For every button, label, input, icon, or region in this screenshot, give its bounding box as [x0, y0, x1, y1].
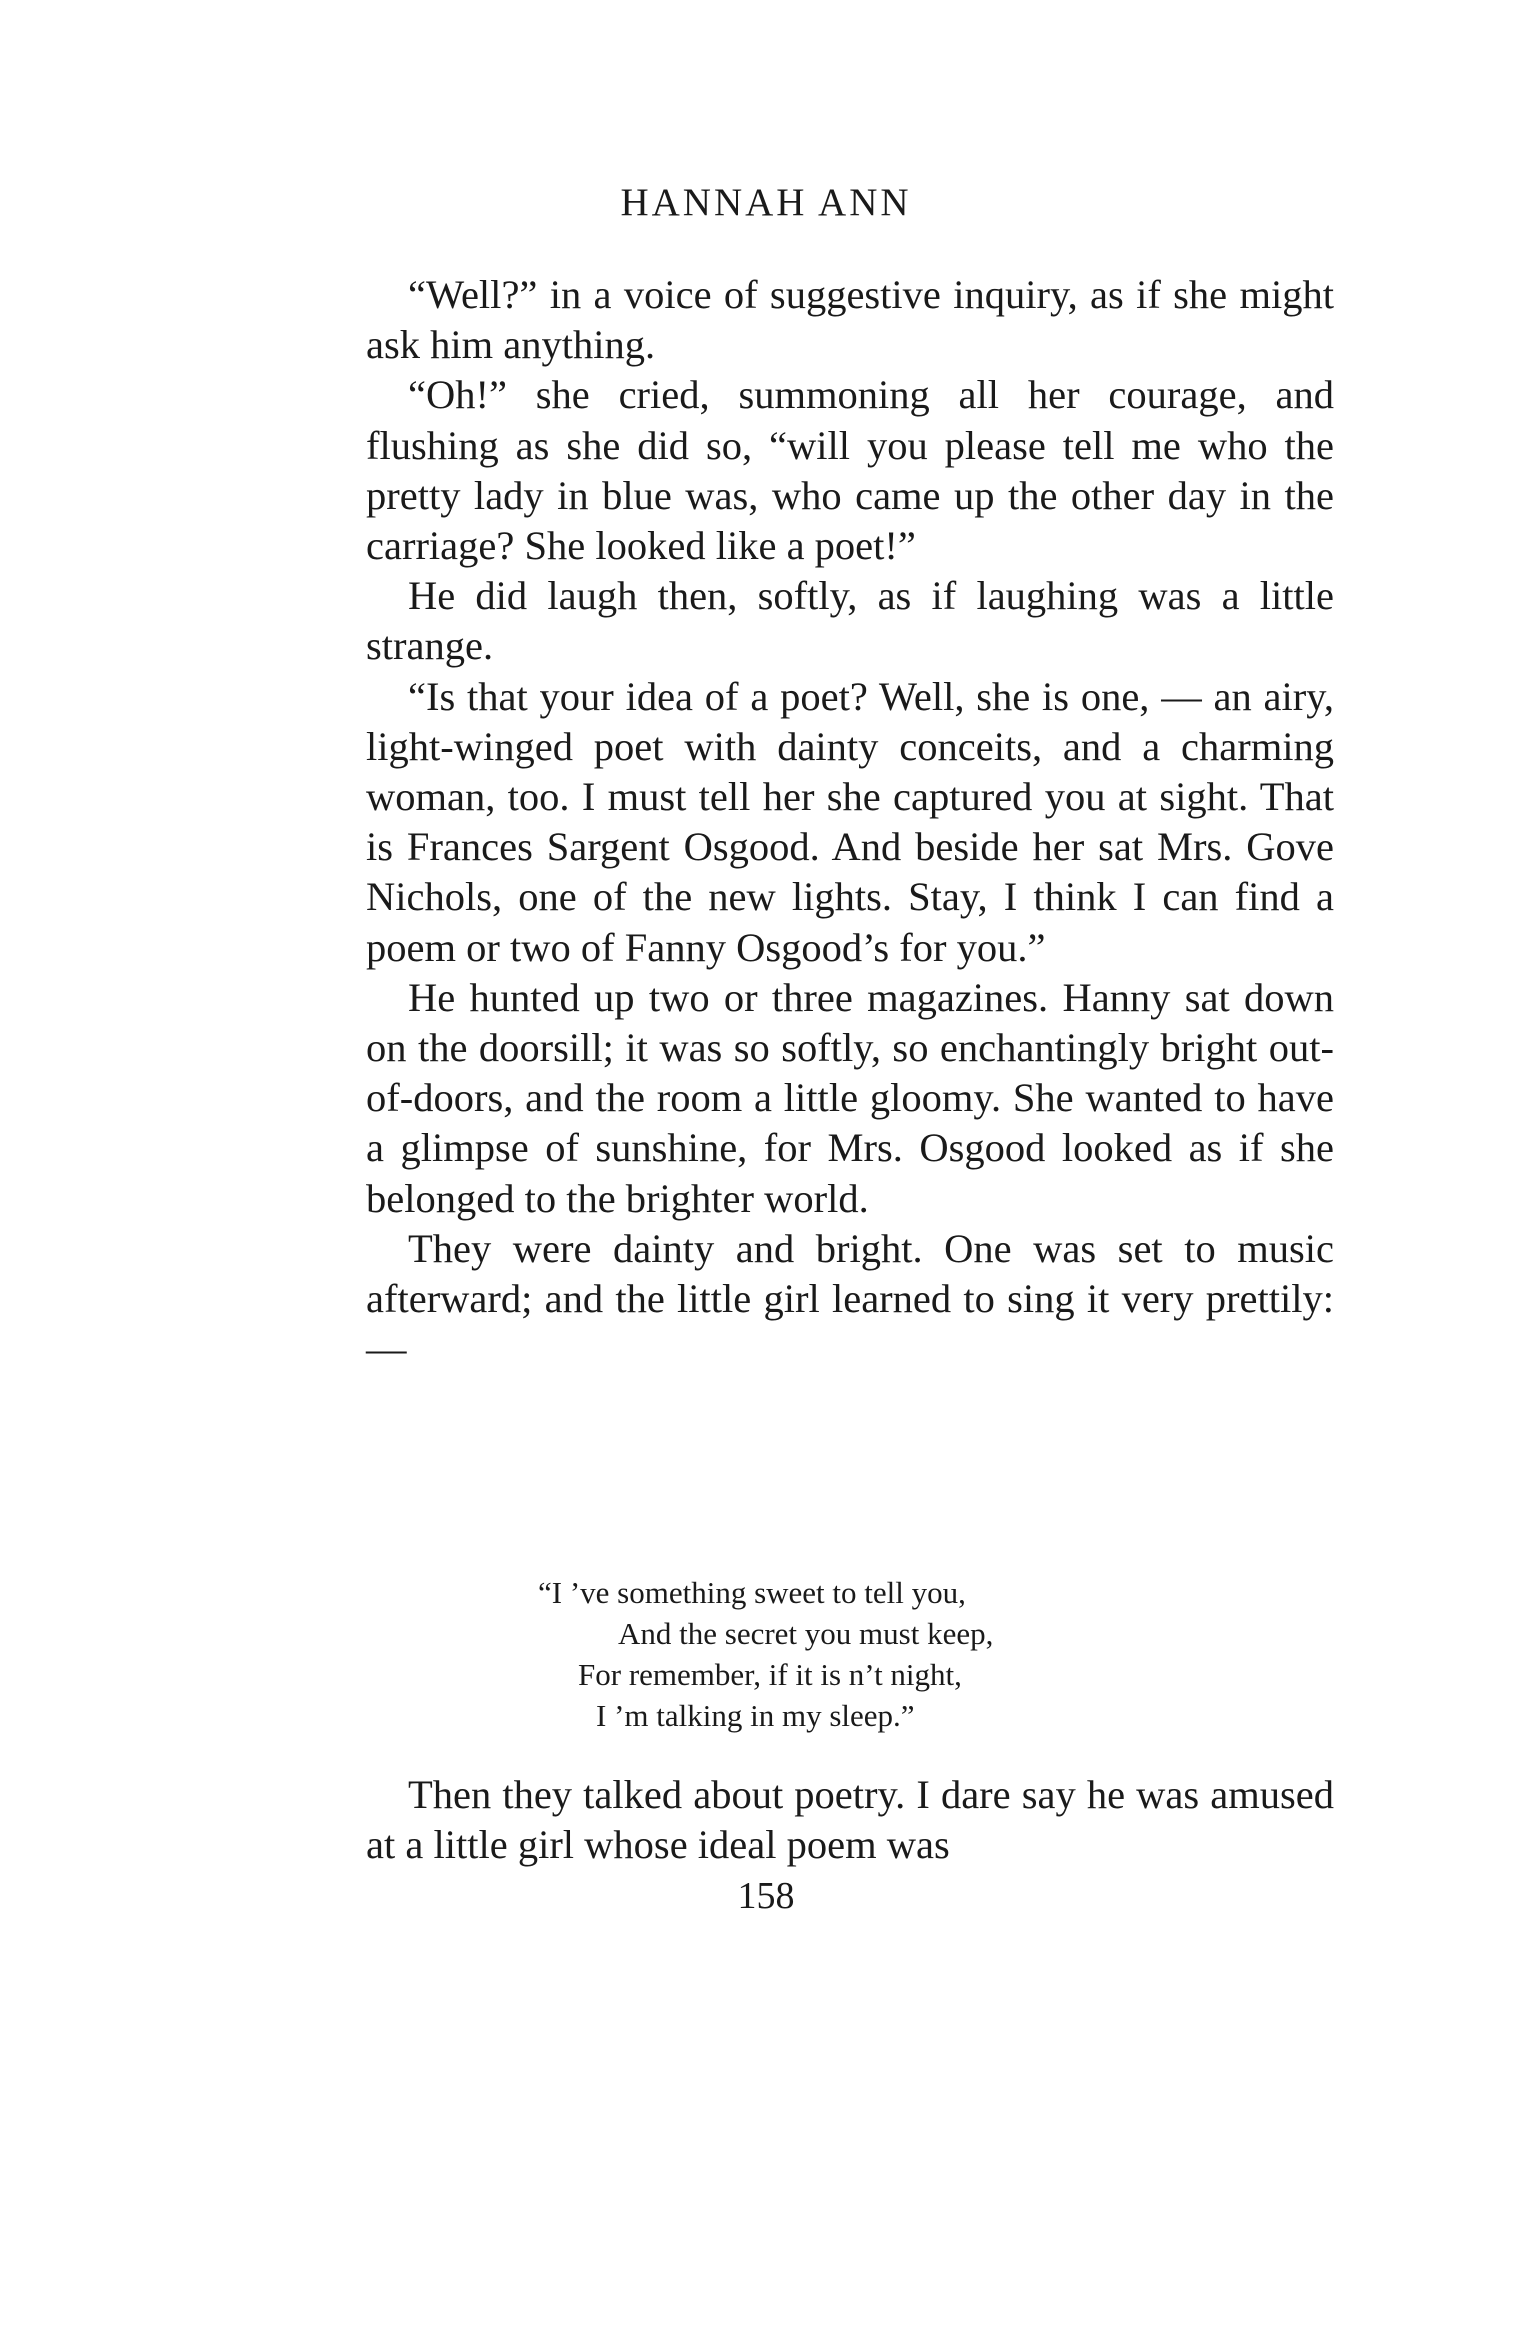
body-text-continued: [366, 1770, 1334, 1870]
running-head: HANNAH ANN: [620, 181, 912, 224]
paragraph: They were dainty and bright. One was set to music afterward; and the little girl learned to sing it very prettily: —: [366, 1225, 1334, 1372]
paragraph: “Well?” in a voice of suggestive inquiry, as if she might ask him anything.: [366, 272, 1334, 368]
poem-line: I ’m talking in my sleep.”: [596, 1698, 915, 1733]
paragraph: He hunted up two or three magazines. Hanny sat down on the doorsill; it was so softly, so enchantingly bright out-of-doors, and the room a little gloomy. She wanted to have a glimpse of sunshine, for Mrs. Osgood looked as if she belonged to the brighter world.: [366, 974, 1334, 1221]
poem-line: “I ’ve something sweet to tell you,: [538, 1575, 966, 1610]
poem-line: And the secret you must keep,: [618, 1616, 994, 1651]
paragraph: He did laugh then, softly, as if laughing was a little strange.: [366, 573, 1334, 669]
poem-line: For remember, if it is n’t night,: [578, 1657, 962, 1692]
body-text: [366, 270, 1334, 1374]
paragraph: Then they talked about poetry. I dare say he was amused at a little girl whose ideal poem was: [366, 1772, 1334, 1868]
paragraph: “Oh!” she cried, summoning all her courage, and flushing as she did so, “will you please tell me who the pretty lady in blue was, who came up the other day in the carriage? She looked like a poet!”: [366, 372, 1334, 569]
page-number: 158: [737, 1875, 795, 1917]
poem-stanza: [0, 1572, 1532, 1736]
paragraph: “Is that your idea of a poet? Well, she is one, — an airy, light-winged poet with dainty conceits, and a charming woman, too. I must tell her she captured you at sight. That is Frances Sargent Osgood. And beside her sat Mrs. Gove Nichols, one of the new lights. Stay, I think I can find a poem or two of Fanny Osgood’s for you.”: [366, 673, 1334, 970]
